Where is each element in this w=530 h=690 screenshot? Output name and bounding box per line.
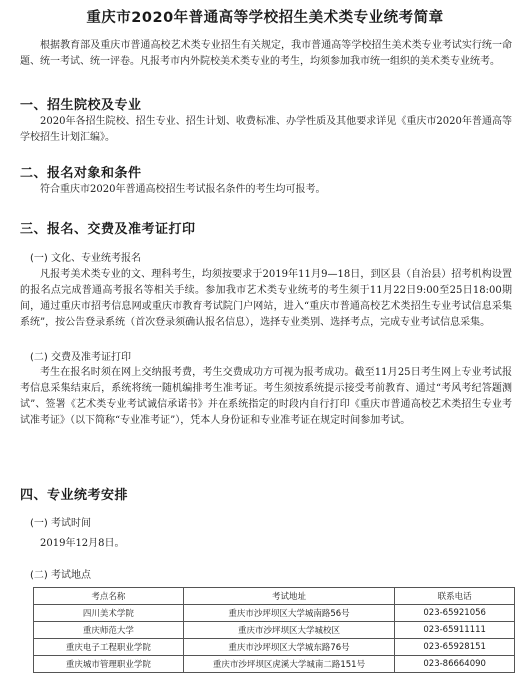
site-address: 重庆市沙坪坝区大学城校区 [183, 622, 395, 639]
exam-sites-table [33, 587, 515, 673]
site-name: 重庆城市管理职业学院 [34, 656, 184, 673]
site-phone: 023-65928151 [395, 639, 515, 656]
section-4-sub2-heading: (二) 考试地点 [30, 570, 91, 581]
section-3-heading: 三、报名、交费及准考证打印 [20, 222, 196, 237]
site-phone: 023-65921056 [395, 605, 515, 622]
site-phone: 023-65911111 [395, 622, 515, 639]
section-1-heading: 一、招生院校及专业 [20, 98, 142, 113]
header-site-address: 考试地址 [183, 588, 395, 605]
table-row [34, 622, 515, 639]
section-3-sub2-body: 考生在报名时须在网上交纳报考费，考生交费成功方可视为报考成功。截至11月25日考生网上专业考试报考信息采集结束后，系统将统一随机编排考生准考证。考生须按系统提示接受考前教育、通过“考风考纪答题测试”、签署《艺术类专业考试诚信承诺书》并在系统指定的时段内自行打印《重庆市普通高校艺术类招生专业考试准考证》（以下简称“专业准考证”），凭本人身份证和专业准考证在规定时间参加考试。 [20, 367, 512, 426]
table-row [34, 639, 515, 656]
site-phone: 023-86664090 [395, 656, 515, 673]
section-3-sub1-body: 凡报考美术类专业的文、理科考生，均须按要求于2019年11月9—18日，到区县（自治县）招考机构设置的报名点完成普通高考报名等相关手续。参加我市艺术类专业统考的考生须于11月22日9:00至25日18:00期间，通过重庆市招考信息网或重庆市教育考试院门户网站，进入“重庆市普通高校艺术类招生专业考试信息采集系统”，按公告登录系统（首次登录须确认报名信息），选择专业类别、选择考点，完成专业考试信息采集。 [20, 269, 512, 328]
intro-paragraph: 根据教育部及重庆市普通高校艺术类专业招生有关规定，我市普通高等学校招生美术类专业考试实行统一命题、统一考试、统一评卷。凡报考市内外院校美术类专业的考生，均须参加我市统一组织的美术类专业统考。 [20, 40, 512, 67]
site-name: 四川美术学院 [34, 605, 184, 622]
section-2-body: 符合重庆市2020年普通高校招生考试报名条件的考生均可报考。 [40, 184, 326, 195]
site-address: 重庆市沙坪坝区虎溪大学城南二路151号 [183, 656, 395, 673]
section-4-heading: 四、专业统考安排 [20, 488, 129, 503]
site-name: 重庆电子工程职业学院 [34, 639, 184, 656]
document-title: 重庆市2020年普通高等学校招生美术类专业统考简章 [86, 10, 444, 26]
exam-date: 2019年12月8日。 [40, 538, 125, 549]
header-site-phone: 联系电话 [395, 588, 515, 605]
table-row [34, 656, 515, 673]
table-header-row [34, 588, 515, 605]
site-address: 重庆市沙坪坝区大学城东路76号 [183, 639, 395, 656]
section-2-heading: 二、报名对象和条件 [20, 166, 142, 181]
section-3-sub1-heading: (一) 文化、专业统考报名 [30, 253, 141, 264]
site-name: 重庆师范大学 [34, 622, 184, 639]
table-row [34, 605, 515, 622]
header-site-name: 考点名称 [34, 588, 184, 605]
section-4-sub1-heading: (一) 考试时间 [30, 518, 91, 529]
section-3-sub2-heading: (二) 交费及准考证打印 [30, 352, 131, 363]
section-1-body: 2020年各招生院校、招生专业、招生计划、收费标准、办学性质及其他要求详见《重庆市2020年普通高等学校招生计划汇编》。 [20, 116, 512, 143]
site-address: 重庆市沙坪坝区大学城南路56号 [183, 605, 395, 622]
